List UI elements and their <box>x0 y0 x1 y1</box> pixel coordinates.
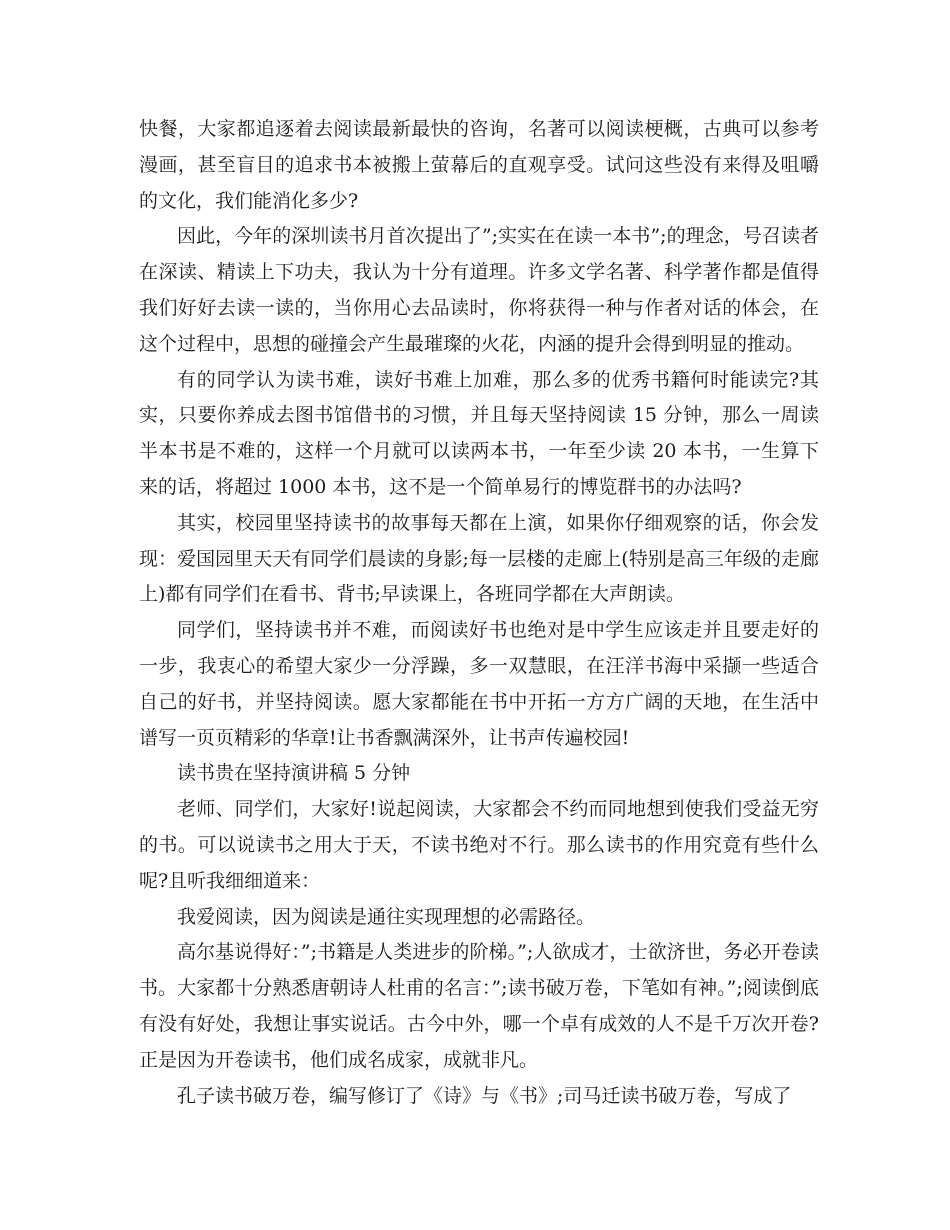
paragraph-4: 其实，校园里坚持读书的故事每天都在上演，如果你仔细观察的话，你会发现：爱国园里天天有同学们晨读的身影;每一层楼的走廊上(特别是高三年级的走廊上)都有同学们在看书、背书;早读课上，各班同学都在大声朗读。 <box>139 511 819 606</box>
paragraph-2: 因此，今年的深圳读书月首次提出了”;实实在在读一本书”;的理念，号召读者在深读、精读上下功夫，我认为十分有道理。许多文学名著、科学著作都是值得我们好好去读一读的，当你用心去品读时，你将获得一种与作者对话的体会，在这个过程中，思想的碰撞会产生最璀璨的火花，内涵的提升会得到明显的推动。 <box>139 225 819 355</box>
paragraph-3: 有的同学认为读书难，读好书难上加难，那么多的优秀书籍何时能读完?其实，只要你养成去图书馆借书的习惯，并且每天坚持阅读 15 分钟，那么一周读半本书是不难的，这样一个月就可以读两本书，一年至少读 20 本书，一生算下来的话，将超过 1000 本书，这不是一个简单易行的博览群书的办法吗? <box>139 368 819 498</box>
paragraph-5: 同学们，坚持读书并不难，而阅读好书也绝对是中学生应该走并且要走好的一步，我衷心的希望大家少一分浮躁，多一双慧眼，在汪洋书海中采撷一些适合自己的好书，并坚持阅读。愿大家都能在书中开拓一方方广阔的天地，在生活中谱写一页页精彩的华章!让书香飘满深外，让书声传遍校园! <box>139 619 819 749</box>
section-title: 读书贵在坚持演讲稿 5 分钟 <box>177 762 411 785</box>
document-body <box>139 112 819 1114</box>
paragraph-7: 我爱阅读，因为阅读是通往实现理想的必需路径。 <box>177 905 596 928</box>
paragraph-9: 孔子读书破万卷，编写修订了《诗》与《书》;司马迁读书破万卷，写成了 <box>177 1084 792 1107</box>
paragraph-6: 老师、同学们，大家好!说起阅读，大家都会不约而同地想到使我们受益无穷的书。可以说读书之用大于天，不读书绝对不行。那么读书的作用究竟有些什么呢?且听我细细道来： <box>139 798 819 892</box>
paragraph-8: 高尔基说得好：”;书籍是人类进步的阶梯。”;人欲成才，士欲济世，务必开卷读书。大家都十分熟悉唐朝诗人杜甫的名言：”;读书破万卷，下笔如有神。”;阅读倒底有没有好处，我想让事实说话。古今中外，哪一个卓有成效的人不是千万次开卷?正是因为开卷读书，他们成名成家，成就非凡。 <box>139 941 819 1071</box>
paragraph-1: 快餐，大家都追逐着去阅读最新最快的咨询，名著可以阅读梗概，古典可以参考漫画，甚至盲目的追求书本被搬上萤幕后的直观享受。试问这些没有来得及咀嚼的文化，我们能消化多少? <box>139 118 819 212</box>
